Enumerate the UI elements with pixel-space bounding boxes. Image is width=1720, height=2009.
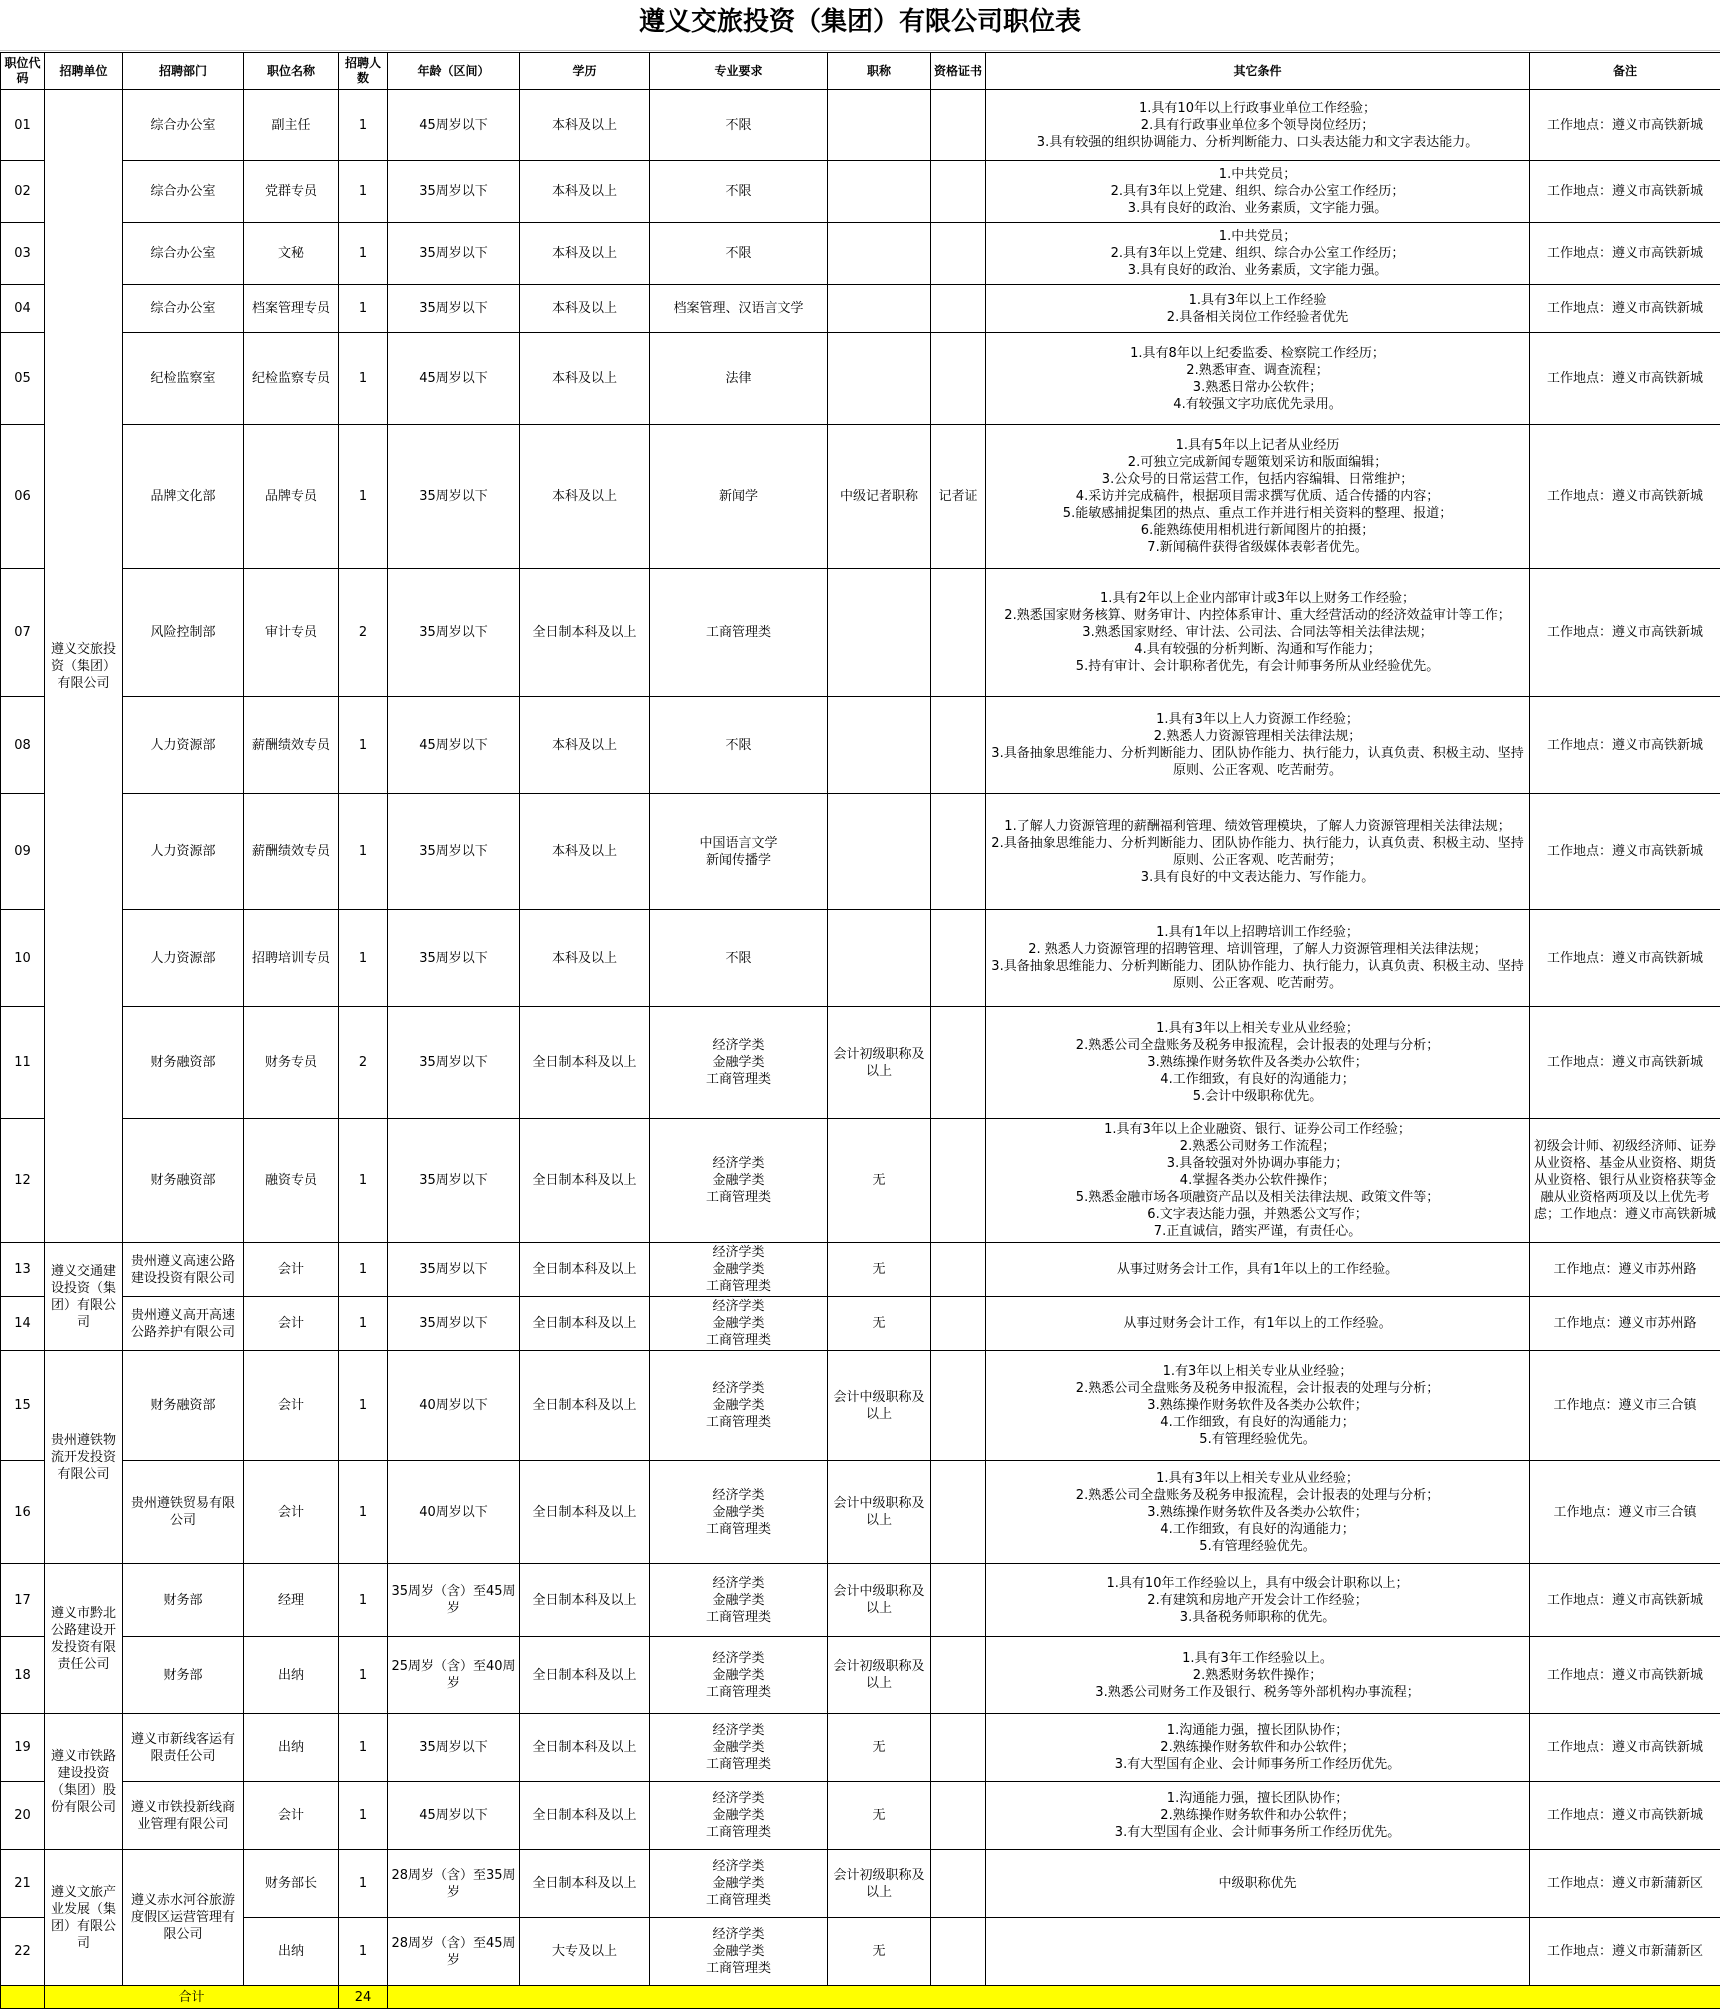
- cell-count: 1: [339, 90, 388, 161]
- cell-dept: 贵州遵义高开高速公路养护有限公司: [123, 1297, 244, 1351]
- cell-title: 会计中级职称及以上: [828, 1564, 931, 1637]
- cell-dept: 财务部: [123, 1564, 244, 1637]
- cell-position: 财务部长: [244, 1850, 339, 1918]
- cell-count: 1: [339, 697, 388, 794]
- cell-cert: [931, 1297, 986, 1351]
- cell-major: 经济学类 金融学类 工商管理类: [650, 1461, 828, 1564]
- cell-edu: 全日制本科及以上: [520, 1461, 650, 1564]
- header-cert: 资格证书: [931, 53, 986, 90]
- cell-cert: [931, 1564, 986, 1637]
- table-row: [1, 425, 1720, 569]
- cell-title: [828, 333, 931, 425]
- cell-conditions: 1.具有2年以上企业内部审计或3年以上财务工作经验； 2.熟悉国家财务核算、财务审计、内控体系审计、重大经营活动的经济效益审计等工作； 3.熟悉国家财经、审计法、公司法、合同法等相关法律法规； 4.具有较强的分析判断、沟通和写作能力； 5.持有审计、会计职称者优先，有会计师事务所从业经验优先。: [986, 569, 1530, 697]
- cell-code: 22: [1, 1918, 45, 1986]
- cell-code: 01: [1, 90, 45, 161]
- cell-conditions: 1.具有8年以上纪委监委、检察院工作经历； 2.熟悉审查、调查流程； 3.熟悉日常办公软件； 4.有较强文字功底优先录用。: [986, 333, 1530, 425]
- total-row: [1, 1986, 1720, 2009]
- cell-note: 工作地点：遵义市高铁新城: [1530, 425, 1720, 569]
- total-label: 合计: [45, 1986, 339, 2009]
- cell-conditions: 中级职称优先: [986, 1850, 1530, 1918]
- cell-major: 不限: [650, 161, 828, 223]
- cell-major: 法律: [650, 333, 828, 425]
- cell-edu: 全日制本科及以上: [520, 569, 650, 697]
- cell-code: 05: [1, 333, 45, 425]
- cell-title: 会计初级职称及以上: [828, 1007, 931, 1119]
- cell-note: 工作地点：遵义市高铁新城: [1530, 794, 1720, 910]
- cell-dept: 纪检监察室: [123, 333, 244, 425]
- cell-count: 1: [339, 425, 388, 569]
- cell-count: 1: [339, 1714, 388, 1782]
- cell-age: 28周岁（含）至45周岁: [388, 1918, 520, 1986]
- cell-count: 1: [339, 910, 388, 1007]
- cell-major: 经济学类 金融学类 工商管理类: [650, 1564, 828, 1637]
- cell-title: 会计中级职称及以上: [828, 1461, 931, 1564]
- cell-unit: 遵义市黔北公路建设开发投资有限责任公司: [45, 1564, 123, 1714]
- cell-position: 纪检监察专员: [244, 333, 339, 425]
- cell-cert: [931, 1714, 986, 1782]
- cell-code: 03: [1, 223, 45, 285]
- cell-note: 工作地点：遵义市高铁新城: [1530, 161, 1720, 223]
- cell-title: [828, 90, 931, 161]
- cell-edu: 本科及以上: [520, 333, 650, 425]
- table-row: [1, 1782, 1720, 1850]
- cell-dept: 财务融资部: [123, 1119, 244, 1243]
- header-unit: 招聘单位: [45, 53, 123, 90]
- cell-age: 35周岁以下: [388, 1119, 520, 1243]
- header-dept: 招聘部门: [123, 53, 244, 90]
- cell-edu: 本科及以上: [520, 697, 650, 794]
- cell-edu: 全日制本科及以上: [520, 1782, 650, 1850]
- table-row: [1, 794, 1720, 910]
- cell-cert: [931, 910, 986, 1007]
- cell-note: 工作地点：遵义市高铁新城: [1530, 697, 1720, 794]
- cell-code: 11: [1, 1007, 45, 1119]
- cell-position: 会计: [244, 1782, 339, 1850]
- cell-code: 07: [1, 569, 45, 697]
- cell-dept: 财务融资部: [123, 1351, 244, 1461]
- cell-count: 2: [339, 569, 388, 697]
- cell-edu: 本科及以上: [520, 425, 650, 569]
- cell-major: 经济学类 金融学类 工商管理类: [650, 1351, 828, 1461]
- cell-conditions: 1.具有3年以上相关专业从业经验； 2.熟悉公司全盘账务及税务申报流程，会计报表的处理与分析； 3.熟练操作财务软件及各类办公软件； 4.工作细致，有良好的沟通能力； 5.有管理经验优先。: [986, 1461, 1530, 1564]
- cell-conditions: 1.具有3年以上工作经验 2.具备相关岗位工作经验者优先: [986, 285, 1530, 333]
- cell-title: 无: [828, 1119, 931, 1243]
- cell-cert: [931, 333, 986, 425]
- cell-count: 1: [339, 1351, 388, 1461]
- cell-note: 工作地点：遵义市高铁新城: [1530, 1714, 1720, 1782]
- cell-edu: 全日制本科及以上: [520, 1564, 650, 1637]
- cell-edu: 本科及以上: [520, 161, 650, 223]
- cell-cert: [931, 1007, 986, 1119]
- table-row: [1, 1850, 1720, 1918]
- cell-title: 会计中级职称及以上: [828, 1351, 931, 1461]
- table-row: [1, 90, 1720, 161]
- cell-conditions: 1.具有3年工作经验以上。 2.熟悉财务软件操作； 3.熟悉公司财务工作及银行、税务等外部机构办事流程；: [986, 1637, 1530, 1714]
- cell-edu: 本科及以上: [520, 794, 650, 910]
- cell-major: 经济学类 金融学类 工商管理类: [650, 1243, 828, 1297]
- cell-position: 薪酬绩效专员: [244, 697, 339, 794]
- cell-conditions: 1.具有3年以上相关专业从业经验； 2.熟悉公司全盘账务及税务申报流程，会计报表的处理与分析； 3.熟练操作财务软件及各类办公软件； 4.工作细致，有良好的沟通能力； 5.会计中级职称优先。: [986, 1007, 1530, 1119]
- cell-major: 中国语言文学 新闻传播学: [650, 794, 828, 910]
- cell-major: 新闻学: [650, 425, 828, 569]
- cell-code: 16: [1, 1461, 45, 1564]
- cell-dept: 人力资源部: [123, 910, 244, 1007]
- header-title: 职称: [828, 53, 931, 90]
- cell-note: 工作地点：遵义市苏州路: [1530, 1243, 1720, 1297]
- cell-age: 35周岁以下: [388, 1714, 520, 1782]
- table-row: [1, 1119, 1720, 1243]
- cell-note: 工作地点：遵义市新蒲新区: [1530, 1918, 1720, 1986]
- cell-cert: [931, 90, 986, 161]
- cell-dept: 综合办公室: [123, 161, 244, 223]
- total-blank: [1, 1986, 45, 2009]
- cell-edu: 全日制本科及以上: [520, 1243, 650, 1297]
- cell-note: 工作地点：遵义市高铁新城: [1530, 90, 1720, 161]
- header-position: 职位名称: [244, 53, 339, 90]
- cell-title: 中级记者职称: [828, 425, 931, 569]
- cell-cert: [931, 794, 986, 910]
- cell-code: 12: [1, 1119, 45, 1243]
- cell-conditions: 1.具有5年以上记者从业经历 2.可独立完成新闻专题策划采访和版面编辑； 3.公众号的日常运营工作，包括内容编辑、日常维护； 4.采访并完成稿件，根据项目需求撰写优质、适合传播的内容； 5.能敏感捕捉集团的热点、重点工作并进行相关资料的整理、报道； 6.能熟练使用相机进行新闻图片的拍摄； 7.新闻稿件获得省级媒体表彰者优先。: [986, 425, 1530, 569]
- cell-position: 财务专员: [244, 1007, 339, 1119]
- cell-major: 工商管理类: [650, 569, 828, 697]
- cell-major: 经济学类 金融学类 工商管理类: [650, 1782, 828, 1850]
- cell-position: 文秘: [244, 223, 339, 285]
- cell-count: 1: [339, 161, 388, 223]
- cell-count: 1: [339, 794, 388, 910]
- cell-position: 档案管理专员: [244, 285, 339, 333]
- table-row: [1, 285, 1720, 333]
- cell-conditions: 1.具有3年以上人力资源工作经验； 2.熟悉人力资源管理相关法律法规； 3.具备抽象思维能力、分析判断能力、团队协作能力、执行能力，认真负责、积极主动、坚持原则、公正客观、吃苦耐劳。: [986, 697, 1530, 794]
- cell-position: 出纳: [244, 1714, 339, 1782]
- cell-age: 35周岁以下: [388, 285, 520, 333]
- cell-age: 40周岁以下: [388, 1351, 520, 1461]
- cell-major: 不限: [650, 910, 828, 1007]
- cell-position: 会计: [244, 1297, 339, 1351]
- cell-title: 无: [828, 1243, 931, 1297]
- cell-conditions: 1.具有3年以上企业融资、银行、证券公司工作经验； 2.熟悉公司财务工作流程； 3.具备较强对外协调办事能力； 4.掌握各类办公软件操作； 5.熟悉金融市场各项融资产品以及相关法律法规、政策文件等； 6.文字表达能力强，并熟悉公文写作； 7.正直诚信，踏实严谨，有责任心。: [986, 1119, 1530, 1243]
- cell-dept: 贵州遵铁贸易有限公司: [123, 1461, 244, 1564]
- cell-age: 45周岁以下: [388, 90, 520, 161]
- cell-note: 工作地点：遵义市苏州路: [1530, 1297, 1720, 1351]
- header-count: 招聘人数: [339, 53, 388, 90]
- cell-cert: [931, 1119, 986, 1243]
- cell-conditions: 从事过财务会计工作，有1年以上的工作经验。: [986, 1297, 1530, 1351]
- cell-cert: [931, 1850, 986, 1918]
- cell-code: 10: [1, 910, 45, 1007]
- cell-code: 20: [1, 1782, 45, 1850]
- cell-conditions: 1.具有1年以上招聘培训工作经验； 2. 熟悉人力资源管理的招聘管理、培训管理，了解人力资源管理相关法律法规； 3.具备抽象思维能力、分析判断能力、团队协作能力、执行能力，认真负责、积极主动、坚持原则、公正客观、吃苦耐劳。: [986, 910, 1530, 1007]
- cell-conditions: 从事过财务会计工作，具有1年以上的工作经验。: [986, 1243, 1530, 1297]
- cell-conditions: 1.了解人力资源管理的薪酬福利管理、绩效管理模块，了解人力资源管理相关法律法规； 2.具备抽象思维能力、分析判断能力、团队协作能力、执行能力，认真负责、积极主动、坚持原则、公正客观、吃苦耐劳； 3.具有良好的中文表达能力、写作能力。: [986, 794, 1530, 910]
- cell-edu: 全日制本科及以上: [520, 1297, 650, 1351]
- cell-note: 工作地点：遵义市高铁新城: [1530, 285, 1720, 333]
- cell-code: 04: [1, 285, 45, 333]
- cell-dept: 遵义赤水河谷旅游度假区运营管理有限公司: [123, 1850, 244, 1986]
- cell-age: 40周岁以下: [388, 1461, 520, 1564]
- cell-dept: 综合办公室: [123, 285, 244, 333]
- header-cond: 其它条件: [986, 53, 1530, 90]
- cell-position: 审计专员: [244, 569, 339, 697]
- cell-code: 14: [1, 1297, 45, 1351]
- cell-dept: 综合办公室: [123, 90, 244, 161]
- cell-cert: 记者证: [931, 425, 986, 569]
- cell-count: 2: [339, 1007, 388, 1119]
- cell-age: 35周岁以下: [388, 569, 520, 697]
- cell-conditions: 1.沟通能力强，擅长团队协作； 2.熟练操作财务软件和办公软件； 3.有大型国有企业、会计师事务所工作经历优先。: [986, 1782, 1530, 1850]
- cell-note: 工作地点：遵义市三合镇: [1530, 1461, 1720, 1564]
- cell-note: 工作地点：遵义市高铁新城: [1530, 333, 1720, 425]
- cell-count: 1: [339, 1918, 388, 1986]
- cell-cert: [931, 285, 986, 333]
- cell-unit: 遵义市铁路建设投资（集团）股份有限公司: [45, 1714, 123, 1850]
- cell-dept: 人力资源部: [123, 794, 244, 910]
- cell-count: 1: [339, 1850, 388, 1918]
- cell-cert: [931, 1351, 986, 1461]
- header-edu: 学历: [520, 53, 650, 90]
- cell-position: 出纳: [244, 1918, 339, 1986]
- cell-major: 经济学类 金融学类 工商管理类: [650, 1637, 828, 1714]
- cell-position: 薪酬绩效专员: [244, 794, 339, 910]
- cell-major: 不限: [650, 697, 828, 794]
- header-note: 备注: [1530, 53, 1720, 90]
- table-row: [1, 161, 1720, 223]
- table-row: [1, 1243, 1720, 1297]
- header-row: [1, 53, 1720, 90]
- cell-edu: 全日制本科及以上: [520, 1714, 650, 1782]
- cell-title: [828, 910, 931, 1007]
- cell-age: 35周岁以下: [388, 161, 520, 223]
- cell-conditions: [986, 1918, 1530, 1986]
- cell-position: 经理: [244, 1564, 339, 1637]
- cell-major: 经济学类 金融学类 工商管理类: [650, 1918, 828, 1986]
- cell-dept: 品牌文化部: [123, 425, 244, 569]
- table-row: [1, 1297, 1720, 1351]
- table-row: [1, 697, 1720, 794]
- cell-major: 经济学类 金融学类 工商管理类: [650, 1297, 828, 1351]
- cell-position: 会计: [244, 1351, 339, 1461]
- cell-position: 副主任: [244, 90, 339, 161]
- cell-age: 35周岁（含）至45周岁: [388, 1564, 520, 1637]
- cell-position: 品牌专员: [244, 425, 339, 569]
- table-row: [1, 1637, 1720, 1714]
- cell-cert: [931, 223, 986, 285]
- cell-count: 1: [339, 1119, 388, 1243]
- cell-unit: 遵义文旅产业发展（集团）有限公司: [45, 1850, 123, 1986]
- cell-conditions: 1.中共党员； 2.具有3年以上党建、组织、综合办公室工作经历； 3.具有良好的政治、业务素质，文字能力强。: [986, 223, 1530, 285]
- cell-code: 02: [1, 161, 45, 223]
- cell-dept: 贵州遵义高速公路建设投资有限公司: [123, 1243, 244, 1297]
- cell-cert: [931, 1243, 986, 1297]
- cell-dept: 财务融资部: [123, 1007, 244, 1119]
- cell-dept: 遵义市新线客运有限责任公司: [123, 1714, 244, 1782]
- total-blank-span: [388, 1986, 1720, 2009]
- cell-position: 招聘培训专员: [244, 910, 339, 1007]
- cell-cert: [931, 161, 986, 223]
- cell-title: [828, 285, 931, 333]
- cell-edu: 全日制本科及以上: [520, 1007, 650, 1119]
- cell-title: 会计初级职称及以上: [828, 1637, 931, 1714]
- cell-cert: [931, 697, 986, 794]
- cell-age: 35周岁以下: [388, 794, 520, 910]
- cell-title: 无: [828, 1918, 931, 1986]
- cell-cert: [931, 1461, 986, 1564]
- cell-edu: 本科及以上: [520, 910, 650, 1007]
- cell-dept: 人力资源部: [123, 697, 244, 794]
- cell-count: 1: [339, 1297, 388, 1351]
- cell-code: 18: [1, 1637, 45, 1714]
- cell-count: 1: [339, 223, 388, 285]
- cell-cert: [931, 1782, 986, 1850]
- cell-code: 06: [1, 425, 45, 569]
- cell-note: 工作地点：遵义市高铁新城: [1530, 1782, 1720, 1850]
- cell-edu: 本科及以上: [520, 223, 650, 285]
- cell-cert: [931, 1918, 986, 1986]
- cell-cert: [931, 569, 986, 697]
- cell-age: 35周岁以下: [388, 910, 520, 1007]
- cell-code: 21: [1, 1850, 45, 1918]
- table-row: [1, 1461, 1720, 1564]
- table-row: [1, 1918, 1720, 1986]
- cell-major: 档案管理、汉语言文学: [650, 285, 828, 333]
- cell-code: 13: [1, 1243, 45, 1297]
- cell-position: 会计: [244, 1243, 339, 1297]
- cell-edu: 全日制本科及以上: [520, 1637, 650, 1714]
- cell-note: 工作地点：遵义市高铁新城: [1530, 223, 1720, 285]
- cell-dept: 综合办公室: [123, 223, 244, 285]
- cell-dept: 遵义市铁投新线商业管理有限公司: [123, 1782, 244, 1850]
- cell-edu: 全日制本科及以上: [520, 1351, 650, 1461]
- cell-major: 经济学类 金融学类 工商管理类: [650, 1119, 828, 1243]
- cell-age: 45周岁以下: [388, 697, 520, 794]
- cell-title: 无: [828, 1782, 931, 1850]
- cell-note: 初级会计师、初级经济师、证券从业资格、基金从业资格、期货从业资格、银行从业资格获等金融从业资格两项及以上优先考虑；工作地点：遵义市高铁新城: [1530, 1119, 1720, 1243]
- table-row: [1, 1714, 1720, 1782]
- cell-position: 会计: [244, 1461, 339, 1564]
- cell-count: 1: [339, 1782, 388, 1850]
- cell-title: [828, 161, 931, 223]
- cell-note: 工作地点：遵义市高铁新城: [1530, 1007, 1720, 1119]
- cell-cert: [931, 1637, 986, 1714]
- cell-count: 1: [339, 1637, 388, 1714]
- cell-major: 经济学类 金融学类 工商管理类: [650, 1714, 828, 1782]
- cell-conditions: 1.具有10年工作经验以上，具有中级会计职称以上； 2.有建筑和房地产开发会计工作经验； 3.具备税务师职称的优先。: [986, 1564, 1530, 1637]
- cell-edu: 全日制本科及以上: [520, 1850, 650, 1918]
- cell-note: 工作地点：遵义市三合镇: [1530, 1351, 1720, 1461]
- position-table: [0, 52, 1720, 2009]
- cell-title: [828, 697, 931, 794]
- cell-dept: 财务部: [123, 1637, 244, 1714]
- cell-note: 工作地点：遵义市高铁新城: [1530, 1637, 1720, 1714]
- cell-title: 无: [828, 1297, 931, 1351]
- cell-count: 1: [339, 333, 388, 425]
- cell-count: 1: [339, 1243, 388, 1297]
- cell-code: 09: [1, 794, 45, 910]
- cell-title: [828, 569, 931, 697]
- table-row: [1, 569, 1720, 697]
- cell-age: 35周岁以下: [388, 1243, 520, 1297]
- cell-conditions: 1.中共党员； 2.具有3年以上党建、组织、综合办公室工作经历； 3.具有良好的政治、业务素质，文字能力强。: [986, 161, 1530, 223]
- cell-edu: 本科及以上: [520, 285, 650, 333]
- cell-age: 35周岁以下: [388, 1007, 520, 1119]
- cell-conditions: 1.具有10年以上行政事业单位工作经验； 2.具有行政事业单位多个领导岗位经历； 3.具有较强的组织协调能力、分析判断能力、口头表达能力和文字表达能力。: [986, 90, 1530, 161]
- cell-age: 35周岁以下: [388, 1297, 520, 1351]
- cell-dept: 风险控制部: [123, 569, 244, 697]
- cell-unit: 贵州遵铁物流开发投资有限公司: [45, 1351, 123, 1564]
- cell-conditions: 1.沟通能力强，擅长团队协作； 2.熟练操作财务软件和办公软件； 3.有大型国有企业、会计师事务所工作经历优先。: [986, 1714, 1530, 1782]
- cell-age: 35周岁以下: [388, 223, 520, 285]
- total-count: 24: [339, 1986, 388, 2009]
- cell-major: 不限: [650, 90, 828, 161]
- cell-major: 不限: [650, 223, 828, 285]
- cell-position: 出纳: [244, 1637, 339, 1714]
- cell-unit: 遵义交通建设投资（集团）有限公司: [45, 1243, 123, 1351]
- cell-age: 28周岁（含）至35周岁: [388, 1850, 520, 1918]
- cell-major: 经济学类 金融学类 工商管理类: [650, 1007, 828, 1119]
- cell-major: 经济学类 金融学类 工商管理类: [650, 1850, 828, 1918]
- cell-note: 工作地点：遵义市高铁新城: [1530, 569, 1720, 697]
- table-row: [1, 223, 1720, 285]
- cell-code: 08: [1, 697, 45, 794]
- cell-title: 无: [828, 1714, 931, 1782]
- cell-code: 19: [1, 1714, 45, 1782]
- cell-age: 35周岁以下: [388, 425, 520, 569]
- table-row: [1, 333, 1720, 425]
- cell-code: 17: [1, 1564, 45, 1637]
- header-code: 职位代码: [1, 53, 45, 90]
- cell-conditions: 1.有3年以上相关专业从业经验； 2.熟悉公司全盘账务及税务申报流程，会计报表的处理与分析； 3.熟练操作财务软件及各类办公软件； 4.工作细致，有良好的沟通能力； 5.有管理经验优先。: [986, 1351, 1530, 1461]
- cell-count: 1: [339, 1564, 388, 1637]
- cell-title: [828, 794, 931, 910]
- table-row: [1, 1007, 1720, 1119]
- cell-age: 25周岁（含）至40周岁: [388, 1637, 520, 1714]
- cell-title: [828, 223, 931, 285]
- cell-edu: 全日制本科及以上: [520, 1119, 650, 1243]
- cell-code: 15: [1, 1351, 45, 1461]
- cell-count: 1: [339, 285, 388, 333]
- cell-edu: 大专及以上: [520, 1918, 650, 1986]
- header-age: 年龄（区间）: [388, 53, 520, 90]
- cell-note: 工作地点：遵义市新蒲新区: [1530, 1850, 1720, 1918]
- page-title: 遵义交旅投资（集团）有限公司职位表: [0, 0, 1720, 51]
- cell-age: 45周岁以下: [388, 333, 520, 425]
- cell-position: 党群专员: [244, 161, 339, 223]
- cell-edu: 本科及以上: [520, 90, 650, 161]
- cell-position: 融资专员: [244, 1119, 339, 1243]
- cell-count: 1: [339, 1461, 388, 1564]
- cell-title: 会计初级职称及以上: [828, 1850, 931, 1918]
- header-major: 专业要求: [650, 53, 828, 90]
- table-row: [1, 910, 1720, 1007]
- cell-unit: 遵义交旅投资（集团）有限公司: [45, 90, 123, 1243]
- table-row: [1, 1564, 1720, 1637]
- table-row: [1, 1351, 1720, 1461]
- cell-note: 工作地点：遵义市高铁新城: [1530, 910, 1720, 1007]
- cell-note: 工作地点：遵义市高铁新城: [1530, 1564, 1720, 1637]
- cell-age: 45周岁以下: [388, 1782, 520, 1850]
